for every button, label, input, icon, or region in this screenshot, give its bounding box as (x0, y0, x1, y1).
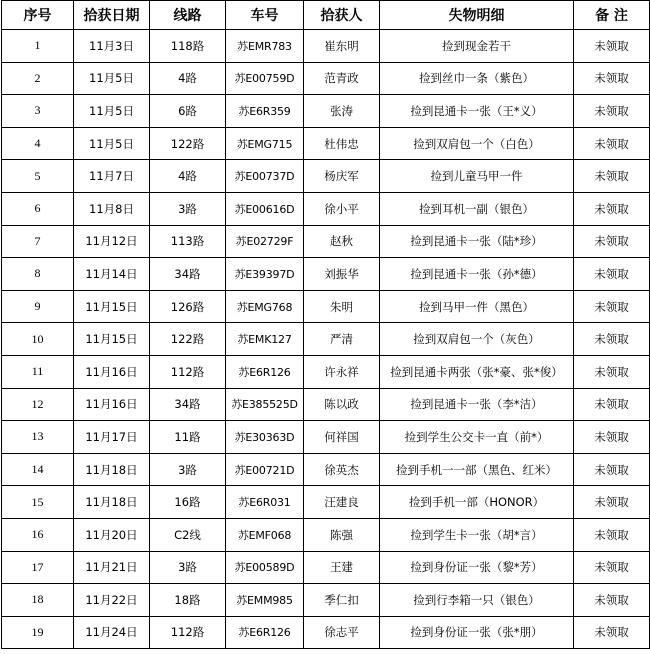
cell-date: 11月20日 (74, 518, 150, 551)
cell-plate: 苏E00737D (226, 160, 304, 193)
cell-route: 18路 (150, 584, 226, 617)
cell-plate: 苏E6R126 (226, 616, 304, 649)
cell-seq: 6 (2, 192, 74, 225)
table-row (2, 160, 650, 193)
cell-detail: 捡到手机一一部（黑色、红米） (380, 453, 574, 486)
cell-detail: 捡到行李箱一只（银色） (380, 584, 574, 617)
cell-remark: 未领取 (574, 127, 650, 160)
cell-finder: 陈以政 (304, 388, 380, 421)
cell-route: 112路 (150, 616, 226, 649)
cell-remark: 未领取 (574, 258, 650, 291)
cell-finder: 季仁扣 (304, 584, 380, 617)
cell-remark: 未领取 (574, 421, 650, 454)
header-finder: 拾获人 (304, 1, 380, 30)
table-row (2, 616, 650, 649)
table-body (2, 30, 650, 649)
cell-seq: 16 (2, 518, 74, 551)
table-row (2, 584, 650, 617)
cell-finder: 陈强 (304, 518, 380, 551)
cell-detail: 捡到马甲一件（黑色） (380, 290, 574, 323)
cell-plate: 苏E00589D (226, 551, 304, 584)
cell-finder: 徐小平 (304, 192, 380, 225)
cell-route: 4路 (150, 160, 226, 193)
cell-finder: 刘振华 (304, 258, 380, 291)
cell-finder: 许永祥 (304, 355, 380, 388)
cell-remark: 未领取 (574, 225, 650, 258)
cell-finder: 严清 (304, 323, 380, 356)
cell-route: 11路 (150, 421, 226, 454)
cell-remark: 未领取 (574, 551, 650, 584)
cell-detail: 捡到双肩包一个（白色） (380, 127, 574, 160)
cell-finder: 徐志平 (304, 616, 380, 649)
cell-finder: 汪建良 (304, 486, 380, 519)
cell-seq: 4 (2, 127, 74, 160)
cell-remark: 未领取 (574, 62, 650, 95)
header-detail: 失物明细 (380, 1, 574, 30)
cell-plate: 苏EMF068 (226, 518, 304, 551)
cell-remark: 未领取 (574, 355, 650, 388)
cell-plate: 苏EMG768 (226, 290, 304, 323)
cell-date: 11月5日 (74, 127, 150, 160)
cell-route: 34路 (150, 258, 226, 291)
header-route: 线路 (150, 1, 226, 30)
cell-date: 11月21日 (74, 551, 150, 584)
cell-date: 11月16日 (74, 355, 150, 388)
cell-date: 11月24日 (74, 616, 150, 649)
cell-remark: 未领取 (574, 453, 650, 486)
cell-finder: 徐英杰 (304, 453, 380, 486)
table-row (2, 453, 650, 486)
cell-seq: 17 (2, 551, 74, 584)
table-row (2, 192, 650, 225)
cell-plate: 苏E6R031 (226, 486, 304, 519)
cell-remark: 未领取 (574, 95, 650, 128)
cell-detail: 捡到丝巾一条（紫色） (380, 62, 574, 95)
cell-remark: 未领取 (574, 192, 650, 225)
cell-remark: 未领取 (574, 290, 650, 323)
table-row (2, 518, 650, 551)
cell-detail: 捡到昆通卡两张（张*豪、张*俊） (380, 355, 574, 388)
cell-detail: 捡到昆通卡一张（陆*珍） (380, 225, 574, 258)
header-remark: 备 注 (574, 1, 650, 30)
table-row (2, 290, 650, 323)
cell-plate: 苏E00616D (226, 192, 304, 225)
cell-seq: 19 (2, 616, 74, 649)
cell-detail: 捡到现金若干 (380, 30, 574, 63)
cell-route: 3路 (150, 453, 226, 486)
cell-date: 11月14日 (74, 258, 150, 291)
table-row (2, 486, 650, 519)
cell-seq: 18 (2, 584, 74, 617)
cell-date: 11月17日 (74, 421, 150, 454)
cell-route: 113路 (150, 225, 226, 258)
cell-seq: 15 (2, 486, 74, 519)
cell-plate: 苏E02729F (226, 225, 304, 258)
cell-detail: 捡到手机一部（HONOR） (380, 486, 574, 519)
cell-finder: 朱明 (304, 290, 380, 323)
header-date: 拾获日期 (74, 1, 150, 30)
table-row (2, 30, 650, 63)
cell-seq: 1 (2, 30, 74, 63)
cell-remark: 未领取 (574, 388, 650, 421)
cell-date: 11月18日 (74, 453, 150, 486)
cell-date: 11月5日 (74, 62, 150, 95)
cell-remark: 未领取 (574, 518, 650, 551)
cell-plate: 苏EMR783 (226, 30, 304, 63)
cell-detail: 捡到昆通卡一张（孙*德） (380, 258, 574, 291)
cell-remark: 未领取 (574, 616, 650, 649)
cell-seq: 3 (2, 95, 74, 128)
cell-remark: 未领取 (574, 30, 650, 63)
table-row (2, 551, 650, 584)
cell-date: 11月16日 (74, 388, 150, 421)
cell-finder: 崔东明 (304, 30, 380, 63)
cell-finder: 何祥国 (304, 421, 380, 454)
cell-seq: 10 (2, 323, 74, 356)
cell-date: 11月15日 (74, 323, 150, 356)
cell-route: 16路 (150, 486, 226, 519)
cell-date: 11月7日 (74, 160, 150, 193)
table-row (2, 225, 650, 258)
cell-detail: 捡到身份证一张（张*朋） (380, 616, 574, 649)
cell-route: 122路 (150, 127, 226, 160)
cell-date: 11月3日 (74, 30, 150, 63)
cell-detail: 捡到学生卡一张（胡*言） (380, 518, 574, 551)
cell-plate: 苏E385525D (226, 388, 304, 421)
table-row (2, 323, 650, 356)
cell-route: 3路 (150, 551, 226, 584)
header-row (2, 1, 650, 30)
cell-detail: 捡到昆通卡一张（王*义） (380, 95, 574, 128)
cell-detail: 捡到昆通卡一张（李*洁） (380, 388, 574, 421)
table-row (2, 62, 650, 95)
cell-date: 11月8日 (74, 192, 150, 225)
cell-finder: 张涛 (304, 95, 380, 128)
cell-route: 34路 (150, 388, 226, 421)
table-row (2, 127, 650, 160)
table-row (2, 388, 650, 421)
lost-items-table (1, 0, 650, 649)
cell-date: 11月22日 (74, 584, 150, 617)
cell-route: 118路 (150, 30, 226, 63)
cell-finder: 范青政 (304, 62, 380, 95)
cell-seq: 9 (2, 290, 74, 323)
cell-plate: 苏E00721D (226, 453, 304, 486)
cell-seq: 13 (2, 421, 74, 454)
table-row (2, 421, 650, 454)
cell-plate: 苏E6R126 (226, 355, 304, 388)
cell-seq: 5 (2, 160, 74, 193)
cell-finder: 杜伟忠 (304, 127, 380, 160)
cell-seq: 2 (2, 62, 74, 95)
cell-plate: 苏EMG715 (226, 127, 304, 160)
cell-seq: 12 (2, 388, 74, 421)
cell-route: 122路 (150, 323, 226, 356)
cell-plate: 苏E30363D (226, 421, 304, 454)
cell-route: 6路 (150, 95, 226, 128)
cell-seq: 14 (2, 453, 74, 486)
cell-detail: 捡到双肩包一个（灰色） (380, 323, 574, 356)
cell-plate: 苏E6R359 (226, 95, 304, 128)
cell-detail: 捡到身份证一张（黎*芳） (380, 551, 574, 584)
cell-remark: 未领取 (574, 584, 650, 617)
cell-plate: 苏EMK127 (226, 323, 304, 356)
cell-route: 126路 (150, 290, 226, 323)
cell-route: 4路 (150, 62, 226, 95)
cell-plate: 苏E39397D (226, 258, 304, 291)
cell-route: 112路 (150, 355, 226, 388)
cell-seq: 7 (2, 225, 74, 258)
cell-plate: 苏E00759D (226, 62, 304, 95)
cell-detail: 捡到学生公交卡一直（前*） (380, 421, 574, 454)
cell-finder: 王建 (304, 551, 380, 584)
cell-remark: 未领取 (574, 486, 650, 519)
table-row (2, 258, 650, 291)
cell-detail: 捡到儿童马甲一件 (380, 160, 574, 193)
cell-seq: 11 (2, 355, 74, 388)
table-row (2, 355, 650, 388)
cell-date: 11月12日 (74, 225, 150, 258)
header-plate: 车号 (226, 1, 304, 30)
cell-date: 11月18日 (74, 486, 150, 519)
cell-date: 11月5日 (74, 95, 150, 128)
cell-date: 11月15日 (74, 290, 150, 323)
cell-finder: 杨庆军 (304, 160, 380, 193)
cell-plate: 苏EMM985 (226, 584, 304, 617)
cell-seq: 8 (2, 258, 74, 291)
header-seq: 序号 (2, 1, 74, 30)
cell-remark: 未领取 (574, 160, 650, 193)
cell-route: C2线 (150, 518, 226, 551)
cell-detail: 捡到耳机一副（银色） (380, 192, 574, 225)
cell-finder: 赵秋 (304, 225, 380, 258)
table-row (2, 95, 650, 128)
cell-route: 3路 (150, 192, 226, 225)
cell-remark: 未领取 (574, 323, 650, 356)
table-header (2, 1, 650, 30)
